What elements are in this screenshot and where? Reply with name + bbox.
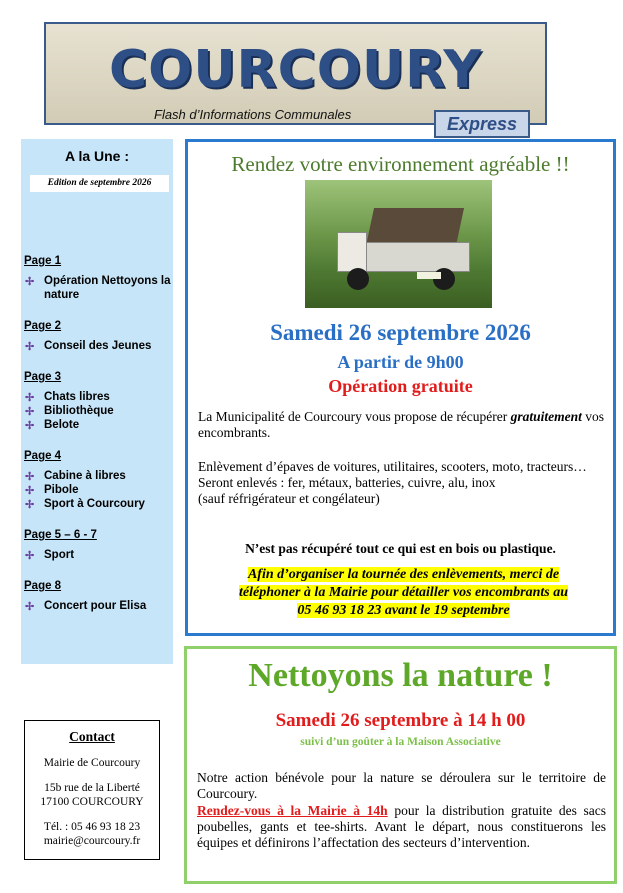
toc-page-label[interactable]: Page 1	[24, 255, 62, 267]
contact-title: Contact	[69, 729, 115, 744]
arrow-bullet-icon: ✢	[25, 499, 35, 511]
call-to-action: Afin d’organiser la tournée des enlèvements, merci de téléphoner à la Mairie pour détailler vos encombrants au 05 46 93 18 23 avant le 19 septembre	[238, 567, 568, 618]
arrow-bullet-icon: ✢	[25, 276, 35, 288]
table-of-contents	[24, 255, 174, 631]
sidebar-heading: A la Une :	[64, 148, 130, 164]
toc-group-page3	[24, 371, 174, 432]
article-environment	[185, 139, 616, 636]
masthead-divider	[86, 123, 385, 125]
toc-group-page8	[24, 580, 174, 613]
article-cleanup	[184, 646, 617, 884]
toc-item[interactable]: ✢ Opération Nettoyons la nature	[25, 275, 171, 301]
arrow-bullet-icon: ✢	[25, 550, 35, 562]
toc-item[interactable]: ✢ Belote	[25, 419, 80, 432]
arrow-bullet-icon: ✢	[25, 420, 35, 432]
truck-photo	[305, 180, 492, 308]
contact-street: 15b rue de la Liberté	[44, 782, 140, 794]
contact-city: 17100 COURCOURY	[40, 796, 144, 808]
event-date: Samedi 26 septembre à 14 h 00	[275, 710, 526, 731]
sidebar	[21, 139, 173, 664]
intro-paragraph: Notre action bénévole pour la nature se déroulera sur le territoire de Courcoury.	[197, 770, 606, 801]
toc-page-label[interactable]: Page 4	[24, 450, 62, 462]
toc-group-page1	[24, 255, 174, 302]
arrow-bullet-icon: ✢	[25, 485, 35, 497]
toc-group-page5-7	[24, 529, 174, 562]
meeting-point: Rendez-vous à la Mairie à 14h	[197, 803, 388, 818]
toc-item[interactable]: ✢ Cabine à libres	[25, 470, 126, 483]
arrow-bullet-icon: ✢	[25, 406, 35, 418]
contact-email[interactable]: mairie@courcoury.fr	[43, 835, 141, 847]
arrow-bullet-icon: ✢	[25, 341, 35, 353]
toc-group-page4	[24, 450, 174, 511]
toc-item[interactable]: ✢ Concert pour Elisa	[25, 600, 147, 613]
express-badge: Express	[434, 110, 530, 138]
article-title: Rendez votre environnement agréable !!	[231, 152, 570, 176]
contact-phone[interactable]: Tél. : 05 46 93 18 23	[43, 821, 141, 833]
toc-page-label[interactable]: Page 2	[24, 320, 62, 332]
contact-box	[24, 720, 160, 860]
toc-item[interactable]: ✢ Sport	[25, 549, 75, 562]
arrow-bullet-icon: ✢	[25, 471, 35, 483]
arrow-bullet-icon: ✢	[25, 601, 35, 613]
toc-page-label[interactable]: Page 5 – 6 - 7	[24, 529, 97, 541]
toc-page-label[interactable]: Page 8	[24, 580, 62, 592]
details-paragraph: Enlèvement d’épaves de voitures, utilitaires, scooters, moto, tracteurs… Seront enlevés : fer, métaux, batteries, cuivre, alu, inox (sauf réfrigérateur et congélateur)	[198, 459, 587, 506]
intro-paragraph: La Municipalité de Courcoury vous propose de récupérer gratuitement vos encombrants.	[198, 409, 605, 440]
newsletter-title: COURCOURY	[108, 40, 483, 100]
arrow-bullet-icon: ✢	[25, 392, 35, 404]
not-collected-note: N’est pas récupéré tout ce qui est en bois ou plastique.	[245, 541, 556, 556]
toc-item[interactable]: ✢ Pibole	[25, 484, 79, 497]
toc-group-page2	[24, 320, 174, 353]
event-date: Samedi 26 septembre 2026	[270, 320, 531, 345]
edition-label: Edition de septembre 2026	[30, 175, 169, 192]
toc-item[interactable]: ✢ Conseil des Jeunes	[25, 340, 152, 353]
newsletter-subtitle: Flash d’Informations Communales	[154, 107, 352, 122]
toc-item[interactable]: ✢ Chats libres	[25, 391, 110, 404]
free-operation-label: Opération gratuite	[328, 376, 473, 396]
details-paragraph: Rendez-vous à la Mairie à 14h pour la distribution gratuite des sacs poubelles, gants et tee-shirts. Avant le départ, nous constituerons les équipes et définirons l’affectation des secteurs d’intervention.	[197, 803, 606, 850]
toc-item[interactable]: ✢ Bibliothèque	[25, 405, 114, 418]
contact-org: Mairie de Courcoury	[43, 757, 141, 769]
event-followup: suivi d’un goûter à la Maison Associative	[300, 736, 501, 748]
event-time: A partir de 9h00	[337, 352, 464, 372]
toc-page-label[interactable]: Page 3	[24, 371, 62, 383]
toc-item[interactable]: ✢ Sport à Courcoury	[25, 498, 145, 511]
article-title: Nettoyons la nature !	[248, 657, 553, 694]
